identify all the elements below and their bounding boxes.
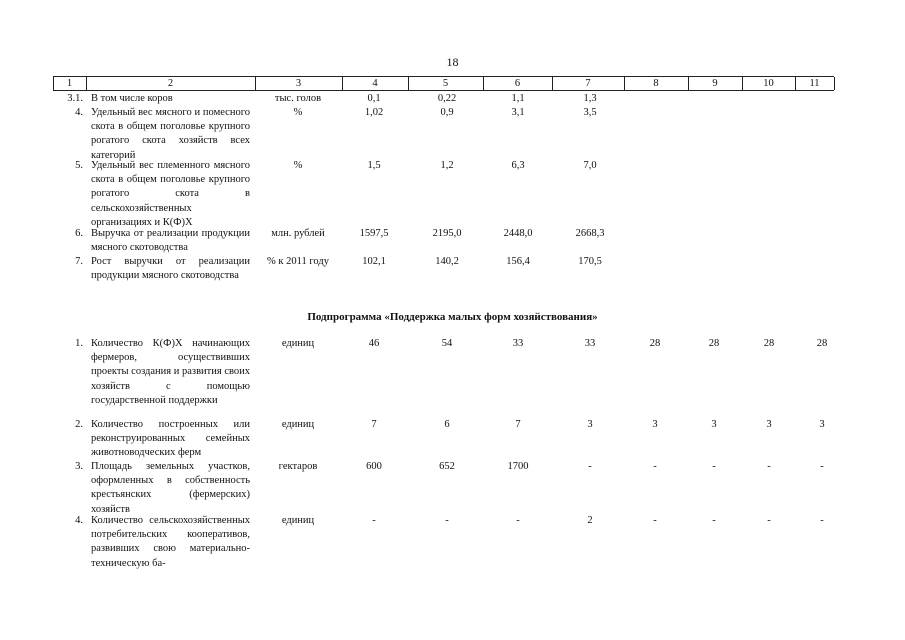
indicator-value: - <box>372 515 376 526</box>
table-header-bottom-border <box>53 90 834 91</box>
header-column-divider <box>834 77 835 90</box>
header-column-number: 5 <box>442 78 449 89</box>
indicator-value: 156,4 <box>506 256 530 267</box>
indicator-value: 3,5 <box>583 107 597 118</box>
indicator-value: 1700 <box>507 461 529 472</box>
subprogram-title: Подпрограмма «Поддержка малых форм хозяйствования» <box>307 311 598 323</box>
indicator-value: 2668,3 <box>575 228 605 239</box>
indicator-value: 3 <box>819 419 825 430</box>
unit-of-measure: единиц <box>281 419 315 430</box>
unit-of-measure: % <box>293 107 303 118</box>
indicator-value: - <box>712 515 716 526</box>
header-column-number: 8 <box>653 78 659 89</box>
header-column-number: 2 <box>167 78 174 89</box>
unit-of-measure: тыс. голов <box>274 93 322 104</box>
header-column-number: 7 <box>585 78 591 89</box>
header-column-number: 1 <box>66 78 73 89</box>
indicator-value: 652 <box>439 461 455 472</box>
unit-of-measure: % <box>293 160 303 171</box>
indicator-value: - <box>588 461 592 472</box>
indicator-value: 3 <box>587 419 593 430</box>
indicator-value: - <box>820 515 824 526</box>
indicator-value: - <box>820 461 824 472</box>
page-number: 18 <box>446 55 459 69</box>
indicator-value: 2448,0 <box>503 228 533 239</box>
indicator-value: 54 <box>441 338 453 349</box>
indicator-value: - <box>767 515 771 526</box>
row-number: 3. <box>75 461 83 472</box>
indicator-description: Количество построенных или реконструированных семейных животноводческих ферм <box>91 419 250 459</box>
unit-of-measure: млн. рублей <box>271 228 325 239</box>
indicator-value: 1,02 <box>364 107 384 118</box>
indicator-value: 1,1 <box>511 93 525 104</box>
row-number: 5. <box>75 160 83 171</box>
indicator-value: 102,1 <box>362 256 386 267</box>
indicator-value: 6 <box>444 419 450 430</box>
indicator-value: 0,22 <box>437 93 457 104</box>
indicator-value: - <box>516 515 520 526</box>
indicator-value: 28 <box>649 338 661 349</box>
indicator-value: 2 <box>587 515 593 526</box>
indicator-value: 0,9 <box>440 107 454 118</box>
indicator-value: 46 <box>368 338 380 349</box>
row-number: 6. <box>75 228 83 239</box>
indicator-value: 6,3 <box>511 160 525 171</box>
unit-of-measure: гектаров <box>278 461 318 472</box>
unit-of-measure: единиц <box>281 338 315 349</box>
indicator-value: - <box>445 515 449 526</box>
indicator-value: 140,2 <box>435 256 459 267</box>
unit-of-measure: единиц <box>281 515 315 526</box>
indicator-description: Количество сельскохозяйственных потребительских кооперативов, развивших свою материально-техническую ба- <box>91 515 250 569</box>
indicator-value: - <box>712 461 716 472</box>
indicator-description: Площадь земельных участков, оформленных в собственность крестьянских (фермерских) хозяйств <box>91 461 250 515</box>
indicator-value: 1597,5 <box>359 228 389 239</box>
indicator-value: 1,3 <box>583 93 597 104</box>
indicator-value: 28 <box>816 338 828 349</box>
indicator-description: Выручка от реализации продукции мясного скотоводства <box>91 228 250 254</box>
indicator-value: 0,1 <box>367 93 381 104</box>
header-column-number: 10 <box>763 78 774 89</box>
row-number: 3.1. <box>67 93 83 104</box>
indicator-description: Количество К(Ф)Х начинающих фермеров, осуществивших проекты создания и развития своих хозяйств с помощью государственной поддержки <box>91 338 250 406</box>
indicator-value: 3,1 <box>511 107 525 118</box>
indicator-value: 28 <box>763 338 775 349</box>
indicator-value: 3 <box>711 419 717 430</box>
header-column-number: 4 <box>372 78 378 89</box>
indicator-description: В том числе коров <box>91 93 173 104</box>
indicator-value: 7 <box>515 419 521 430</box>
header-column-number: 6 <box>514 78 521 89</box>
header-column-number: 3 <box>295 78 302 89</box>
indicator-value: 1,2 <box>440 160 454 171</box>
indicator-value: 33 <box>512 338 524 349</box>
indicator-value: 7,0 <box>583 160 597 171</box>
indicator-value: 1,5 <box>367 160 381 171</box>
header-column-number: 11 <box>809 78 820 89</box>
indicator-value: - <box>653 515 657 526</box>
header-column-number: 9 <box>712 78 718 89</box>
indicator-description: Удельный вес мясного и помесного скота в общем поголовье крупного рогатого скота хозяйств всех категорий <box>91 107 250 161</box>
indicator-value: 2195,0 <box>432 228 462 239</box>
row-number: 4. <box>75 515 83 526</box>
indicator-description: Рост выручки от реализации продукции мясного скотоводства <box>91 256 250 282</box>
indicator-value: 28 <box>708 338 720 349</box>
indicator-value: 3 <box>652 419 658 430</box>
row-number: 2. <box>75 419 83 430</box>
indicator-value: 7 <box>371 419 377 430</box>
indicator-description: Удельный вес племенного мясного скота в общем поголовье крупного рогатого скота в сельскохозяйственных организациях и К(Ф)Х <box>91 160 250 228</box>
row-number: 7. <box>75 256 83 267</box>
row-number: 4. <box>75 107 83 118</box>
indicator-value: 33 <box>584 338 596 349</box>
indicator-value: 170,5 <box>578 256 602 267</box>
indicator-value: 3 <box>766 419 772 430</box>
indicator-value: - <box>767 461 771 472</box>
unit-of-measure: % к 2011 году <box>267 256 329 267</box>
row-number: 1. <box>75 338 83 349</box>
indicator-value: 600 <box>366 461 382 472</box>
indicator-value: - <box>653 461 657 472</box>
